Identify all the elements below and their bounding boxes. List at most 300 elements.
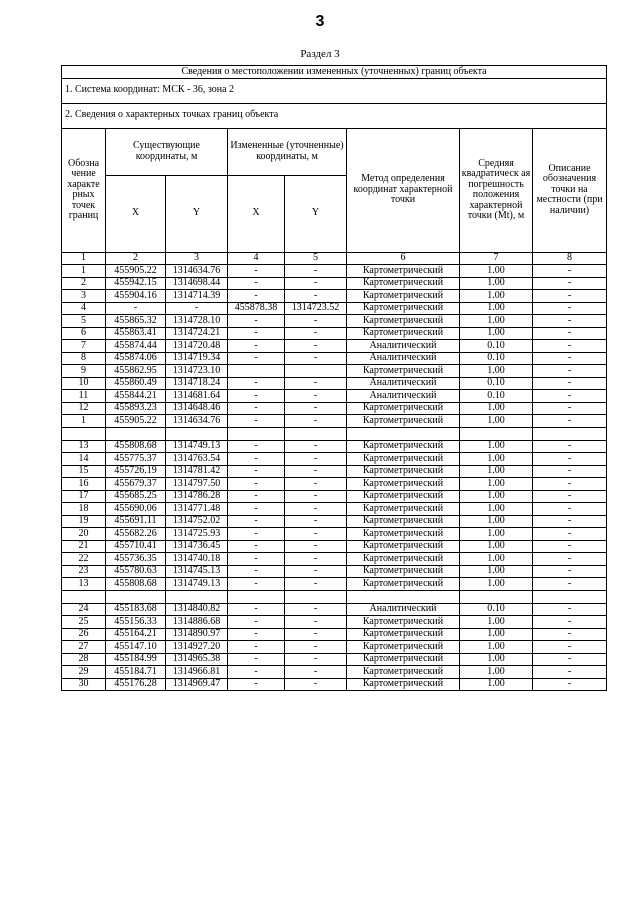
points-caption-row <box>62 103 607 128</box>
cell-y-existing: 1314724.21 <box>166 327 228 340</box>
cell-mean-error: 0.10 <box>460 340 533 353</box>
cell-description: - <box>533 365 607 378</box>
cell-description: - <box>533 540 607 553</box>
coord-system: 1. Система координат: МСК - 36, зона 2 <box>62 78 607 103</box>
cell-x-changed: - <box>228 553 285 566</box>
cell-description: - <box>533 578 607 591</box>
cell-method: Картометрический <box>347 315 460 328</box>
cell-point-number: 6 <box>62 327 106 340</box>
cell-mean-error: 1.00 <box>460 402 533 415</box>
cell-y-existing: 1314781.42 <box>166 465 228 478</box>
cell-y-changed: - <box>285 390 347 403</box>
cell-y-changed: - <box>285 553 347 566</box>
cell-method: Картометрический <box>347 528 460 541</box>
header-row-1 <box>62 128 607 175</box>
column-number: 5 <box>285 252 347 265</box>
cell-description: - <box>533 277 607 290</box>
column-number: 3 <box>166 252 228 265</box>
header-y-changed: Y <box>285 175 347 252</box>
cell-method: Картометрический <box>347 277 460 290</box>
table-title: Сведения о местоположении измененных (уточненных) границ объекта <box>62 66 607 79</box>
cell-mean-error: 1.00 <box>460 515 533 528</box>
header-y-existing: Y <box>166 175 228 252</box>
column-number: 1 <box>62 252 106 265</box>
cell-x-existing: 455860.49 <box>106 377 166 390</box>
cell-point-number: 9 <box>62 365 106 378</box>
cell-y-existing: 1314720.48 <box>166 340 228 353</box>
table-row <box>62 440 607 453</box>
table-row <box>62 628 607 641</box>
table-row <box>62 540 607 553</box>
cell-mean-error: 0.10 <box>460 352 533 365</box>
cell-method: Картометрический <box>347 578 460 591</box>
cell-mean-error: 0.10 <box>460 603 533 616</box>
cell-y-changed: - <box>285 465 347 478</box>
table-row <box>62 277 607 290</box>
table-row <box>62 641 607 654</box>
cell-method: Аналитический <box>347 340 460 353</box>
cell-mean-error: 1.00 <box>460 565 533 578</box>
cell-x-changed: - <box>228 515 285 528</box>
coord-system-row <box>62 78 607 103</box>
empty-cell <box>285 427 347 440</box>
column-number: 6 <box>347 252 460 265</box>
cell-method: Картометрический <box>347 628 460 641</box>
cell-y-changed: - <box>285 653 347 666</box>
table-row <box>62 616 607 629</box>
cell-mean-error: 1.00 <box>460 478 533 491</box>
cell-point-number: 23 <box>62 565 106 578</box>
cell-y-changed: - <box>285 315 347 328</box>
cell-y-existing: 1314719.34 <box>166 352 228 365</box>
cell-x-changed: - <box>228 490 285 503</box>
cell-description: - <box>533 603 607 616</box>
cell-y-changed: - <box>285 352 347 365</box>
cell-description: - <box>533 628 607 641</box>
cell-method: Картометрический <box>347 265 460 278</box>
cell-y-changed <box>285 365 347 378</box>
cell-x-existing: 455905.22 <box>106 265 166 278</box>
header-mean-error: Средняя квадратическ ая погрешность положения характерной точки (Mt), м <box>460 128 533 252</box>
cell-x-existing: 455844.21 <box>106 390 166 403</box>
cell-x-changed: - <box>228 503 285 516</box>
empty-cell <box>347 590 460 603</box>
header-existing-coords: Существующие координаты, м <box>106 128 228 175</box>
cell-description: - <box>533 515 607 528</box>
table-title-row <box>62 66 607 79</box>
table-row <box>62 490 607 503</box>
cell-description: - <box>533 290 607 303</box>
cell-y-changed: - <box>285 440 347 453</box>
cell-x-existing: 455685.25 <box>106 490 166 503</box>
cell-y-changed: - <box>285 578 347 591</box>
cell-point-number: 12 <box>62 402 106 415</box>
table-row <box>62 653 607 666</box>
cell-x-existing: 455865.32 <box>106 315 166 328</box>
cell-x-changed: - <box>228 641 285 654</box>
header-designation: Обозна чение характе рных точек границ <box>62 128 106 252</box>
cell-y-existing: 1314745.13 <box>166 565 228 578</box>
cell-method: Картометрический <box>347 365 460 378</box>
cell-point-number: 29 <box>62 666 106 679</box>
cell-description: - <box>533 490 607 503</box>
table-row <box>62 503 607 516</box>
table-row <box>62 402 607 415</box>
cell-method: Картометрический <box>347 653 460 666</box>
cell-y-existing: 1314965.38 <box>166 653 228 666</box>
cell-y-changed: - <box>285 277 347 290</box>
cell-method: Картометрический <box>347 565 460 578</box>
cell-y-existing: 1314786.28 <box>166 490 228 503</box>
cell-y-existing: 1314749.13 <box>166 578 228 591</box>
cell-description: - <box>533 440 607 453</box>
cell-method: Картометрический <box>347 440 460 453</box>
cell-x-existing: - <box>106 302 166 315</box>
cell-x-existing: 455874.44 <box>106 340 166 353</box>
cell-x-changed: - <box>228 440 285 453</box>
cell-point-number: 4 <box>62 302 106 315</box>
table-row <box>62 515 607 528</box>
cell-y-changed: - <box>285 616 347 629</box>
cell-point-number: 19 <box>62 515 106 528</box>
cell-x-changed: - <box>228 390 285 403</box>
cell-x-changed: - <box>228 277 285 290</box>
column-number: 7 <box>460 252 533 265</box>
cell-method: Картометрический <box>347 465 460 478</box>
table-row <box>62 478 607 491</box>
cell-x-changed: - <box>228 578 285 591</box>
cell-y-existing: 1314725.93 <box>166 528 228 541</box>
table-spacer-row <box>62 427 607 440</box>
cell-x-existing: 455682.26 <box>106 528 166 541</box>
cell-y-changed: - <box>285 603 347 616</box>
cell-x-existing: 455147.10 <box>106 641 166 654</box>
cell-x-existing: 455874.06 <box>106 352 166 365</box>
cell-x-existing: 455942.15 <box>106 277 166 290</box>
cell-point-number: 22 <box>62 553 106 566</box>
cell-mean-error: 1.00 <box>460 653 533 666</box>
empty-cell <box>460 590 533 603</box>
cell-x-changed: - <box>228 265 285 278</box>
cell-mean-error: 1.00 <box>460 453 533 466</box>
cell-x-existing: 455862.95 <box>106 365 166 378</box>
cell-y-existing: 1314749.13 <box>166 440 228 453</box>
cell-point-number: 25 <box>62 616 106 629</box>
table-row <box>62 578 607 591</box>
cell-description: - <box>533 453 607 466</box>
header-changed-coords: Измененные (уточненные) координаты, м <box>228 128 347 175</box>
cell-x-changed: - <box>228 478 285 491</box>
empty-cell <box>62 427 106 440</box>
cell-y-changed: - <box>285 327 347 340</box>
cell-description: - <box>533 653 607 666</box>
cell-x-changed: - <box>228 616 285 629</box>
cell-y-existing: 1314740.18 <box>166 553 228 566</box>
table-row <box>62 377 607 390</box>
table-row <box>62 453 607 466</box>
cell-x-existing: 455780.63 <box>106 565 166 578</box>
cell-x-changed: - <box>228 465 285 478</box>
cell-mean-error: 1.00 <box>460 290 533 303</box>
cell-mean-error: 1.00 <box>460 553 533 566</box>
cell-x-changed: - <box>228 377 285 390</box>
cell-method: Картометрический <box>347 415 460 428</box>
table-row <box>62 290 607 303</box>
cell-point-number: 10 <box>62 377 106 390</box>
cell-x-changed: - <box>228 653 285 666</box>
cell-point-number: 30 <box>62 678 106 691</box>
cell-description: - <box>533 352 607 365</box>
cell-y-existing: 1314718.24 <box>166 377 228 390</box>
empty-cell <box>62 590 106 603</box>
cell-y-changed: - <box>285 265 347 278</box>
cell-mean-error: 1.00 <box>460 666 533 679</box>
cell-description: - <box>533 565 607 578</box>
cell-description: - <box>533 390 607 403</box>
cell-x-existing: 455863.41 <box>106 327 166 340</box>
cell-method: Картометрический <box>347 478 460 491</box>
cell-description: - <box>533 265 607 278</box>
cell-method: Картометрический <box>347 616 460 629</box>
cell-y-changed: - <box>285 641 347 654</box>
cell-x-existing: 455691.11 <box>106 515 166 528</box>
column-numbers-row <box>62 252 607 265</box>
cell-mean-error: 1.00 <box>460 678 533 691</box>
cell-description: - <box>533 641 607 654</box>
cell-x-existing: 455690.06 <box>106 503 166 516</box>
header-description: Описание обозначения точки на местности (при наличии) <box>533 128 607 252</box>
cell-y-changed: - <box>285 453 347 466</box>
cell-description: - <box>533 315 607 328</box>
cell-y-changed: - <box>285 415 347 428</box>
cell-description: - <box>533 340 607 353</box>
cell-x-changed: - <box>228 315 285 328</box>
cell-y-changed: - <box>285 503 347 516</box>
cell-y-existing: 1314714.39 <box>166 290 228 303</box>
cell-mean-error: 1.00 <box>460 528 533 541</box>
cell-description: - <box>533 465 607 478</box>
cell-point-number: 13 <box>62 578 106 591</box>
empty-cell <box>228 590 285 603</box>
cell-mean-error: 1.00 <box>460 628 533 641</box>
table-row <box>62 666 607 679</box>
cell-y-changed: - <box>285 628 347 641</box>
cell-x-changed: - <box>228 603 285 616</box>
cell-y-existing: 1314763.54 <box>166 453 228 466</box>
cell-x-existing: 455904.16 <box>106 290 166 303</box>
cell-x-existing: 455176.28 <box>106 678 166 691</box>
cell-x-existing: 455775.37 <box>106 453 166 466</box>
cell-y-existing: 1314840.82 <box>166 603 228 616</box>
cell-y-existing: 1314648.46 <box>166 402 228 415</box>
cell-x-changed: 455878.38 <box>228 302 285 315</box>
cell-y-existing: 1314728.10 <box>166 315 228 328</box>
table-row <box>62 327 607 340</box>
table-row <box>62 302 607 315</box>
table-row <box>62 390 607 403</box>
table-row <box>62 678 607 691</box>
empty-cell <box>533 590 607 603</box>
cell-y-existing: 1314890.97 <box>166 628 228 641</box>
table-row <box>62 352 607 365</box>
cell-y-existing: 1314698.44 <box>166 277 228 290</box>
cell-y-changed: - <box>285 540 347 553</box>
cell-x-changed: - <box>228 565 285 578</box>
cell-x-existing: 455184.71 <box>106 666 166 679</box>
points-caption: 2. Сведения о характерных точках границ объекта <box>62 103 607 128</box>
cell-y-changed: - <box>285 666 347 679</box>
cell-point-number: 13 <box>62 440 106 453</box>
cell-y-existing: 1314927.20 <box>166 641 228 654</box>
cell-method: Аналитический <box>347 377 460 390</box>
empty-cell <box>347 427 460 440</box>
cell-mean-error: 0.10 <box>460 377 533 390</box>
cell-x-changed: - <box>228 352 285 365</box>
empty-cell <box>460 427 533 440</box>
cell-x-changed: - <box>228 415 285 428</box>
cell-point-number: 1 <box>62 415 106 428</box>
cell-y-changed: - <box>285 490 347 503</box>
page-number: 3 <box>315 13 325 30</box>
cell-y-existing: 1314634.76 <box>166 415 228 428</box>
cell-description: - <box>533 528 607 541</box>
cell-x-existing: 455905.22 <box>106 415 166 428</box>
cell-x-changed: - <box>228 540 285 553</box>
cell-description: - <box>533 553 607 566</box>
cell-y-changed: - <box>285 678 347 691</box>
table-spacer-row <box>62 590 607 603</box>
empty-cell <box>106 590 166 603</box>
cell-description: - <box>533 616 607 629</box>
empty-cell <box>285 590 347 603</box>
cell-method: Картометрический <box>347 402 460 415</box>
cell-mean-error: 1.00 <box>460 440 533 453</box>
cell-point-number: 14 <box>62 453 106 466</box>
cell-x-changed: - <box>228 666 285 679</box>
cell-method: Картометрический <box>347 515 460 528</box>
cell-y-existing: - <box>166 302 228 315</box>
empty-cell <box>533 427 607 440</box>
cell-x-existing: 455710.41 <box>106 540 166 553</box>
empty-cell <box>106 427 166 440</box>
cell-x-changed: - <box>228 528 285 541</box>
table-row <box>62 565 607 578</box>
header-x-changed: X <box>228 175 285 252</box>
cell-y-changed: - <box>285 340 347 353</box>
cell-description: - <box>533 666 607 679</box>
cell-y-changed: - <box>285 515 347 528</box>
cell-x-existing: 455808.68 <box>106 578 166 591</box>
cell-method: Картометрический <box>347 503 460 516</box>
boundary-points-table <box>61 65 607 691</box>
cell-mean-error: 0.10 <box>460 390 533 403</box>
cell-point-number: 11 <box>62 390 106 403</box>
empty-cell <box>166 590 228 603</box>
cell-x-existing: 455808.68 <box>106 440 166 453</box>
cell-y-changed: - <box>285 290 347 303</box>
cell-x-existing: 455156.33 <box>106 616 166 629</box>
cell-point-number: 1 <box>62 265 106 278</box>
cell-method: Картометрический <box>347 290 460 303</box>
cell-point-number: 21 <box>62 540 106 553</box>
table-row <box>62 315 607 328</box>
cell-mean-error: 1.00 <box>460 540 533 553</box>
cell-y-changed: - <box>285 402 347 415</box>
cell-point-number: 28 <box>62 653 106 666</box>
cell-method: Картометрический <box>347 678 460 691</box>
cell-x-existing: 455679.37 <box>106 478 166 491</box>
cell-method: Картометрический <box>347 302 460 315</box>
cell-y-existing: 1314969.47 <box>166 678 228 691</box>
cell-point-number: 27 <box>62 641 106 654</box>
cell-mean-error: 1.00 <box>460 327 533 340</box>
cell-x-changed: - <box>228 453 285 466</box>
column-number: 8 <box>533 252 607 265</box>
cell-y-existing: 1314797.50 <box>166 478 228 491</box>
cell-x-existing: 455184.99 <box>106 653 166 666</box>
cell-x-existing: 455736.35 <box>106 553 166 566</box>
cell-y-changed: - <box>285 478 347 491</box>
cell-y-changed: 1314723.52 <box>285 302 347 315</box>
cell-y-changed: - <box>285 565 347 578</box>
table-row <box>62 365 607 378</box>
cell-description: - <box>533 415 607 428</box>
header-method: Метод определения координат характерной точки <box>347 128 460 252</box>
cell-description: - <box>533 503 607 516</box>
cell-mean-error: 1.00 <box>460 277 533 290</box>
cell-method: Аналитический <box>347 352 460 365</box>
cell-y-existing: 1314886.68 <box>166 616 228 629</box>
table-row <box>62 553 607 566</box>
cell-mean-error: 1.00 <box>460 503 533 516</box>
cell-mean-error: 1.00 <box>460 578 533 591</box>
table-row <box>62 265 607 278</box>
cell-x-changed: - <box>228 678 285 691</box>
cell-y-existing: 1314752.02 <box>166 515 228 528</box>
cell-description: - <box>533 302 607 315</box>
cell-x-existing: 455893.23 <box>106 402 166 415</box>
cell-y-changed: - <box>285 528 347 541</box>
cell-x-changed <box>228 365 285 378</box>
cell-point-number: 7 <box>62 340 106 353</box>
cell-x-existing: 455164.21 <box>106 628 166 641</box>
cell-point-number: 2 <box>62 277 106 290</box>
cell-method: Аналитический <box>347 603 460 616</box>
cell-method: Картометрический <box>347 540 460 553</box>
table-row <box>62 603 607 616</box>
cell-method: Картометрический <box>347 490 460 503</box>
cell-y-existing: 1314681.64 <box>166 390 228 403</box>
cell-method: Картометрический <box>347 641 460 654</box>
column-number: 2 <box>106 252 166 265</box>
cell-mean-error: 1.00 <box>460 490 533 503</box>
cell-x-existing: 455726.19 <box>106 465 166 478</box>
cell-point-number: 18 <box>62 503 106 516</box>
table-row <box>62 528 607 541</box>
cell-method: Картометрический <box>347 327 460 340</box>
cell-point-number: 8 <box>62 352 106 365</box>
cell-x-changed: - <box>228 628 285 641</box>
header-x-existing: X <box>106 175 166 252</box>
cell-point-number: 17 <box>62 490 106 503</box>
cell-method: Аналитический <box>347 390 460 403</box>
cell-y-existing: 1314771.48 <box>166 503 228 516</box>
cell-mean-error: 1.00 <box>460 365 533 378</box>
cell-description: - <box>533 377 607 390</box>
cell-point-number: 26 <box>62 628 106 641</box>
cell-point-number: 24 <box>62 603 106 616</box>
table-row <box>62 340 607 353</box>
